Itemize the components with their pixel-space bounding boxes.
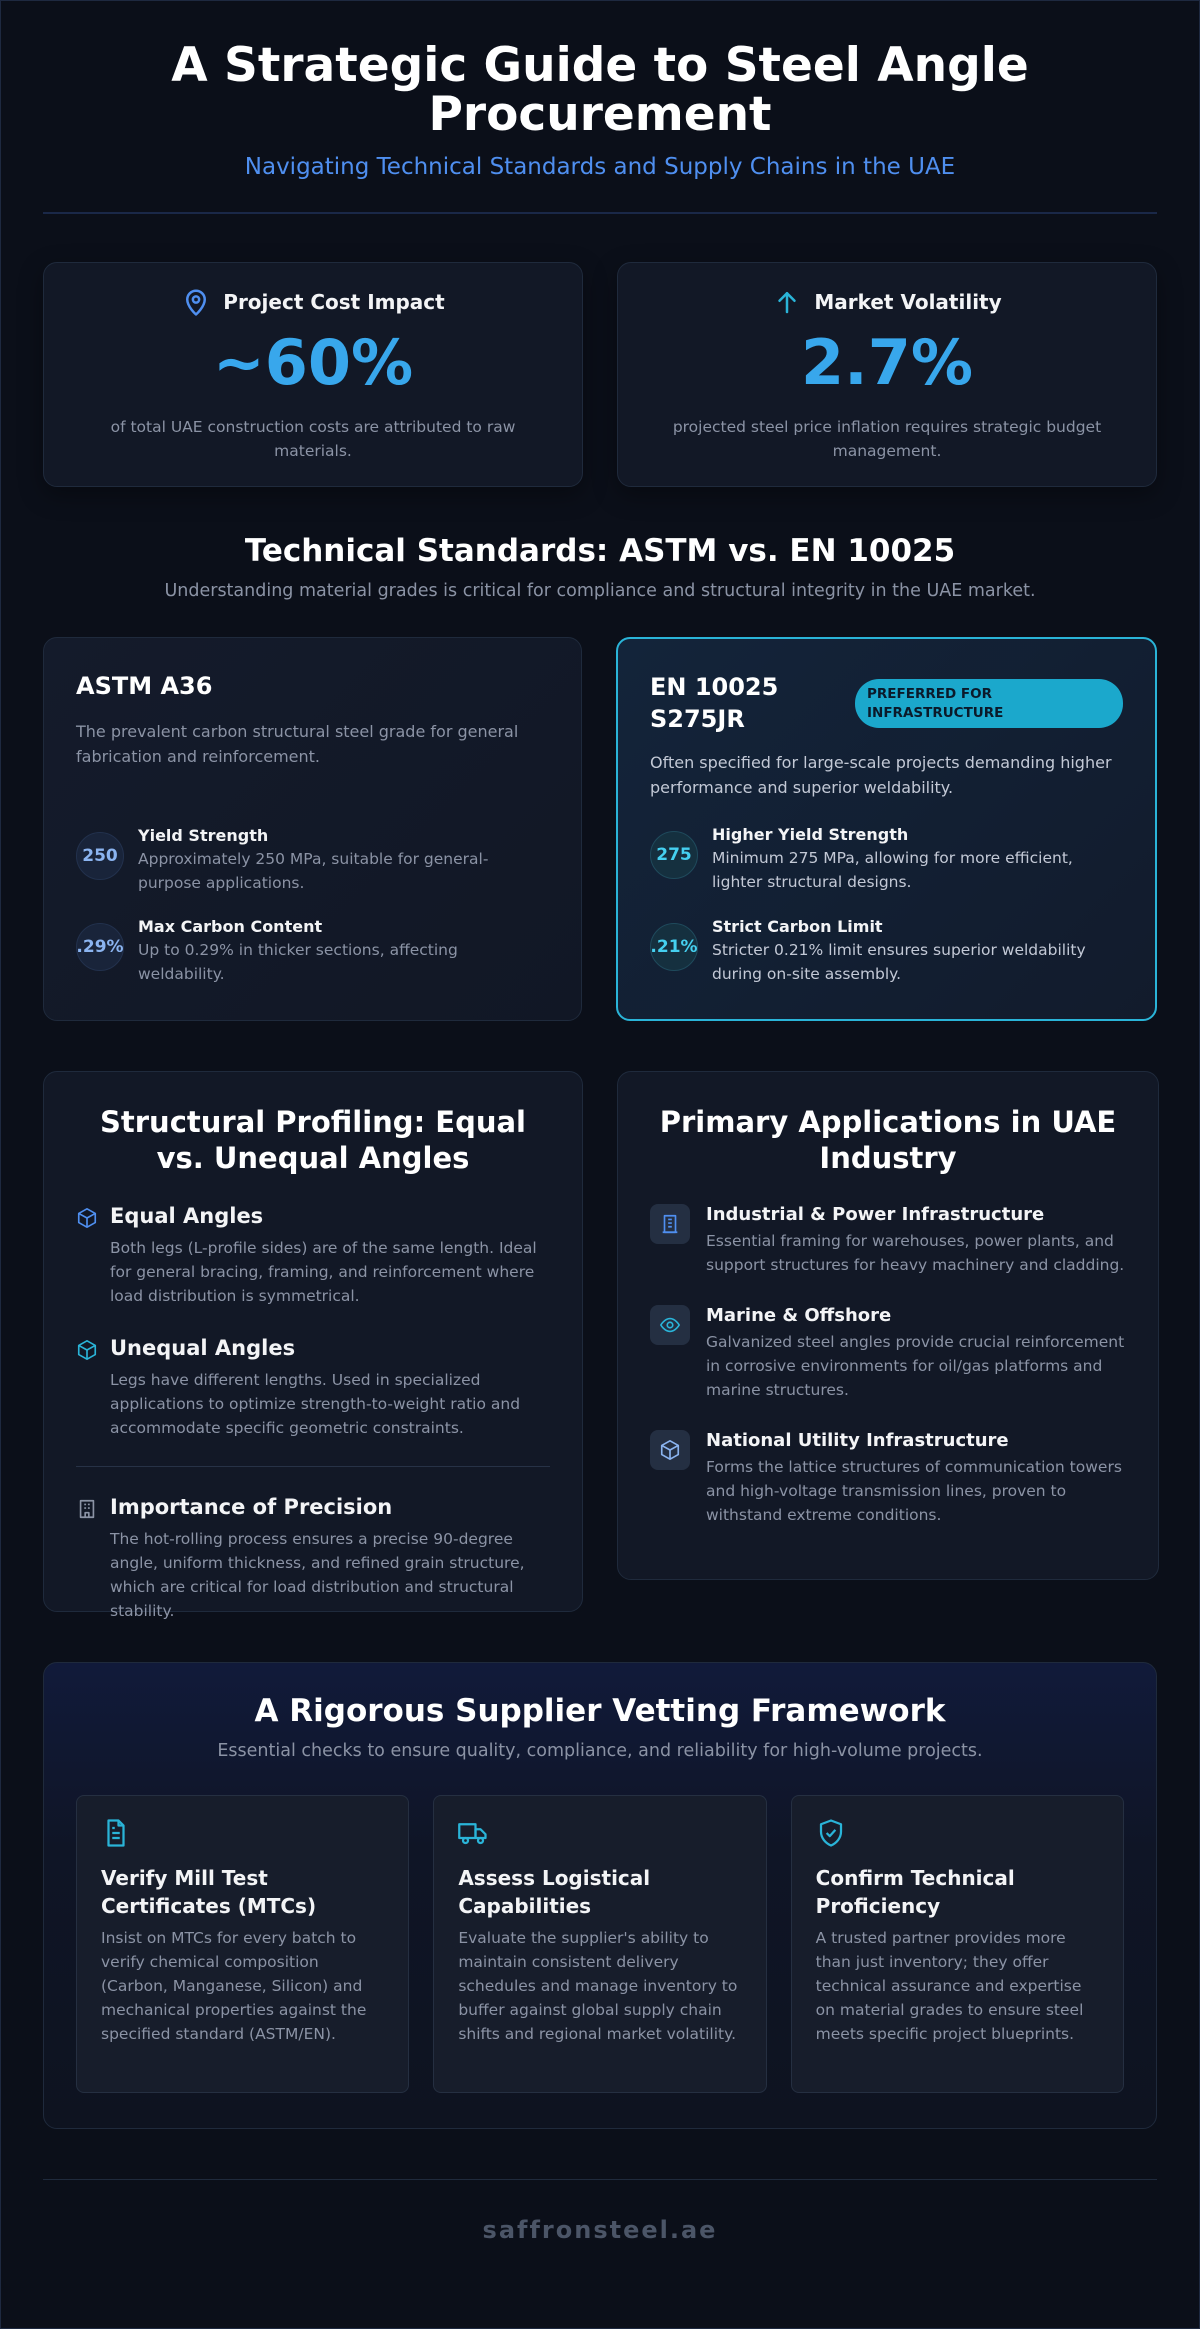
metric-description: Stricter 0.21% limit ensures superior weldability during on-site assembly. <box>712 940 1086 983</box>
app-icon-box <box>650 1204 690 1244</box>
page-title: A Strategic Guide to Steel Angle Procurement <box>171 38 1029 143</box>
standard-card-en-10025 <box>616 637 1157 1021</box>
metric-title: Strict Carbon Limit <box>712 916 883 936</box>
standard-name: EN 10025 S275JR <box>650 672 779 734</box>
truck-icon <box>458 1818 488 1848</box>
metric-badge: .21% <box>650 923 698 971</box>
profile-item-equal <box>76 1204 550 1308</box>
arrow-up-icon <box>772 287 802 317</box>
profile-description: Both legs (L-profile sides) are of the same length. Ideal for general bracing, framing, and reinforcement where load distribution is symmetrical. <box>110 1239 537 1306</box>
application-item-marine <box>650 1305 1126 1402</box>
page-subtitle: Navigating Technical Standards and Supply Chains in the UAE <box>244 153 956 180</box>
metric-title: Yield Strength <box>138 826 269 846</box>
eye-icon <box>659 1314 681 1336</box>
metric-strict-carbon <box>650 917 1123 986</box>
metric-description: Minimum 275 MPa, allowing for more efficient, lighter structural designs. <box>712 849 1073 892</box>
panel-title: Structural Profiling: Equal vs. Unequal Angles <box>100 1104 526 1175</box>
vetting-card-mtc <box>76 1795 409 2093</box>
section-subtitle: Understanding material grades is critical for compliance and structural integrity in the UAE market. <box>164 580 1036 601</box>
standard-name: ASTM A36 <box>76 671 213 700</box>
header-divider <box>43 212 1157 214</box>
metric-description: Approximately 250 MPa, suitable for general-purpose applications. <box>138 850 489 893</box>
standards-row <box>43 637 1157 1021</box>
application-description: Forms the lattice structures of communication towers and high-voltage transmission lines, proven to withstand extreme conditions. <box>706 1458 1122 1525</box>
metric-title: Max Carbon Content <box>138 917 323 937</box>
profile-item-precision <box>76 1495 550 1623</box>
document-icon <box>101 1818 131 1848</box>
stat-label: Market Volatility <box>814 289 1002 314</box>
stats-row <box>43 262 1157 487</box>
map-pin-icon <box>181 287 211 317</box>
vetting-card-logistics <box>433 1795 766 2093</box>
cube-icon <box>659 1439 681 1461</box>
building-icon <box>659 1213 681 1235</box>
footer-divider <box>43 2179 1157 2180</box>
application-item-utility <box>650 1430 1126 1527</box>
shield-check-icon <box>816 1818 846 1848</box>
section-subtitle: Essential checks to ensure quality, compliance, and reliability for high-volume projects. <box>217 1740 983 1761</box>
application-description: Galvanized steel angles provide crucial reinforcement in corrosive environments for oil/gas platforms and marine structures. <box>706 1333 1125 1400</box>
vetting-cards <box>76 1795 1124 2093</box>
standards-heading <box>1 533 1199 601</box>
standard-description: The prevalent carbon structural steel grade for general fabrication and reinforcement. <box>76 722 519 766</box>
application-title: Marine & Offshore <box>706 1305 892 1327</box>
panel-divider <box>76 1466 550 1467</box>
standard-description: Often specified for large-scale projects demanding higher performance and superior weldability. <box>650 753 1112 798</box>
standard-card-astm-a36 <box>43 637 582 1021</box>
stat-card-cost-impact <box>43 262 583 487</box>
vetting-card-title: Verify Mill Test Certificates (MTCs) <box>101 1865 317 1918</box>
application-title: Industrial & Power Infrastructure <box>706 1204 1045 1226</box>
metric-description: Up to 0.29% in thicker sections, affecting weldability. <box>138 941 458 984</box>
application-item-industrial <box>650 1204 1126 1277</box>
app-icon-box <box>650 1305 690 1345</box>
profiling-panel <box>43 1071 583 1621</box>
profile-title: Unequal Angles <box>110 1336 296 1361</box>
metric-badge: .29% <box>76 923 124 971</box>
metric-yield-strength <box>76 826 549 895</box>
stat-label: Project Cost Impact <box>223 289 445 314</box>
applications-panel <box>617 1071 1159 1580</box>
profiling-applications-row <box>43 1071 1157 1621</box>
metric-max-carbon <box>76 917 549 986</box>
metric-badge: 250 <box>76 832 124 880</box>
cube-icon <box>76 1207 98 1229</box>
header <box>1 1 1199 180</box>
vetting-card-title: Confirm Technical Proficiency <box>815 1865 1015 1918</box>
application-title: National Utility Infrastructure <box>706 1430 1009 1452</box>
stat-description: projected steel price inflation requires strategic budget management. <box>672 417 1102 460</box>
profile-title: Equal Angles <box>110 1204 264 1229</box>
stat-value: 2.7% <box>801 325 973 399</box>
panel-title: Primary Applications in UAE Industry <box>659 1104 1117 1175</box>
vetting-card-description: Insist on MTCs for every batch to verify chemical composition (Carbon, Manganese, Silicon) and mechanical properties against the specified standard (ASTM/EN). <box>101 1928 367 2043</box>
metric-title: Higher Yield Strength <box>712 825 909 845</box>
profile-title: Importance of Precision <box>110 1495 393 1520</box>
vetting-card-title: Assess Logistical Capabilities <box>458 1865 651 1918</box>
stat-card-market-volatility <box>617 262 1157 487</box>
stat-value: ~60% <box>212 325 414 399</box>
cube-icon <box>76 1339 98 1361</box>
vetting-card-technical <box>791 1795 1124 2093</box>
metric-higher-yield <box>650 825 1123 894</box>
building-icon <box>76 1498 98 1520</box>
profile-description: Legs have different lengths. Used in specialized applications to optimize strength-to-weight ratio and accommodate specific geometric constraints. <box>110 1371 521 1438</box>
profile-item-unequal <box>76 1336 550 1440</box>
vetting-framework <box>43 1662 1157 2129</box>
metric-badge: 275 <box>650 831 698 879</box>
application-description: Essential framing for warehouses, power plants, and support structures for heavy machinery and cladding. <box>706 1232 1125 1275</box>
vetting-card-description: Evaluate the supplier's ability to maintain consistent delivery schedules and manage inventory to buffer against global supply chain shifts and regional market volatility. <box>458 1928 738 2043</box>
footer-site: saffronsteel.ae <box>482 2215 718 2244</box>
preferred-badge: PREFERRED FOR INFRASTRUCTURE <box>855 679 1123 729</box>
section-title: A Rigorous Supplier Vetting Framework <box>254 1692 946 1729</box>
vetting-card-description: A trusted partner provides more than just inventory; they offer technical assurance and expertise on material grades to ensure steel meets specific project blueprints. <box>815 1928 1084 2043</box>
profile-description: The hot-rolling process ensures a precise 90-degree angle, uniform thickness, and refined grain structure, which are critical for load distribution and structural stability. <box>110 1530 525 1621</box>
app-icon-box <box>650 1430 690 1470</box>
stat-description: of total UAE construction costs are attributed to raw materials. <box>110 417 516 460</box>
section-title: Technical Standards: ASTM vs. EN 10025 <box>244 532 956 569</box>
